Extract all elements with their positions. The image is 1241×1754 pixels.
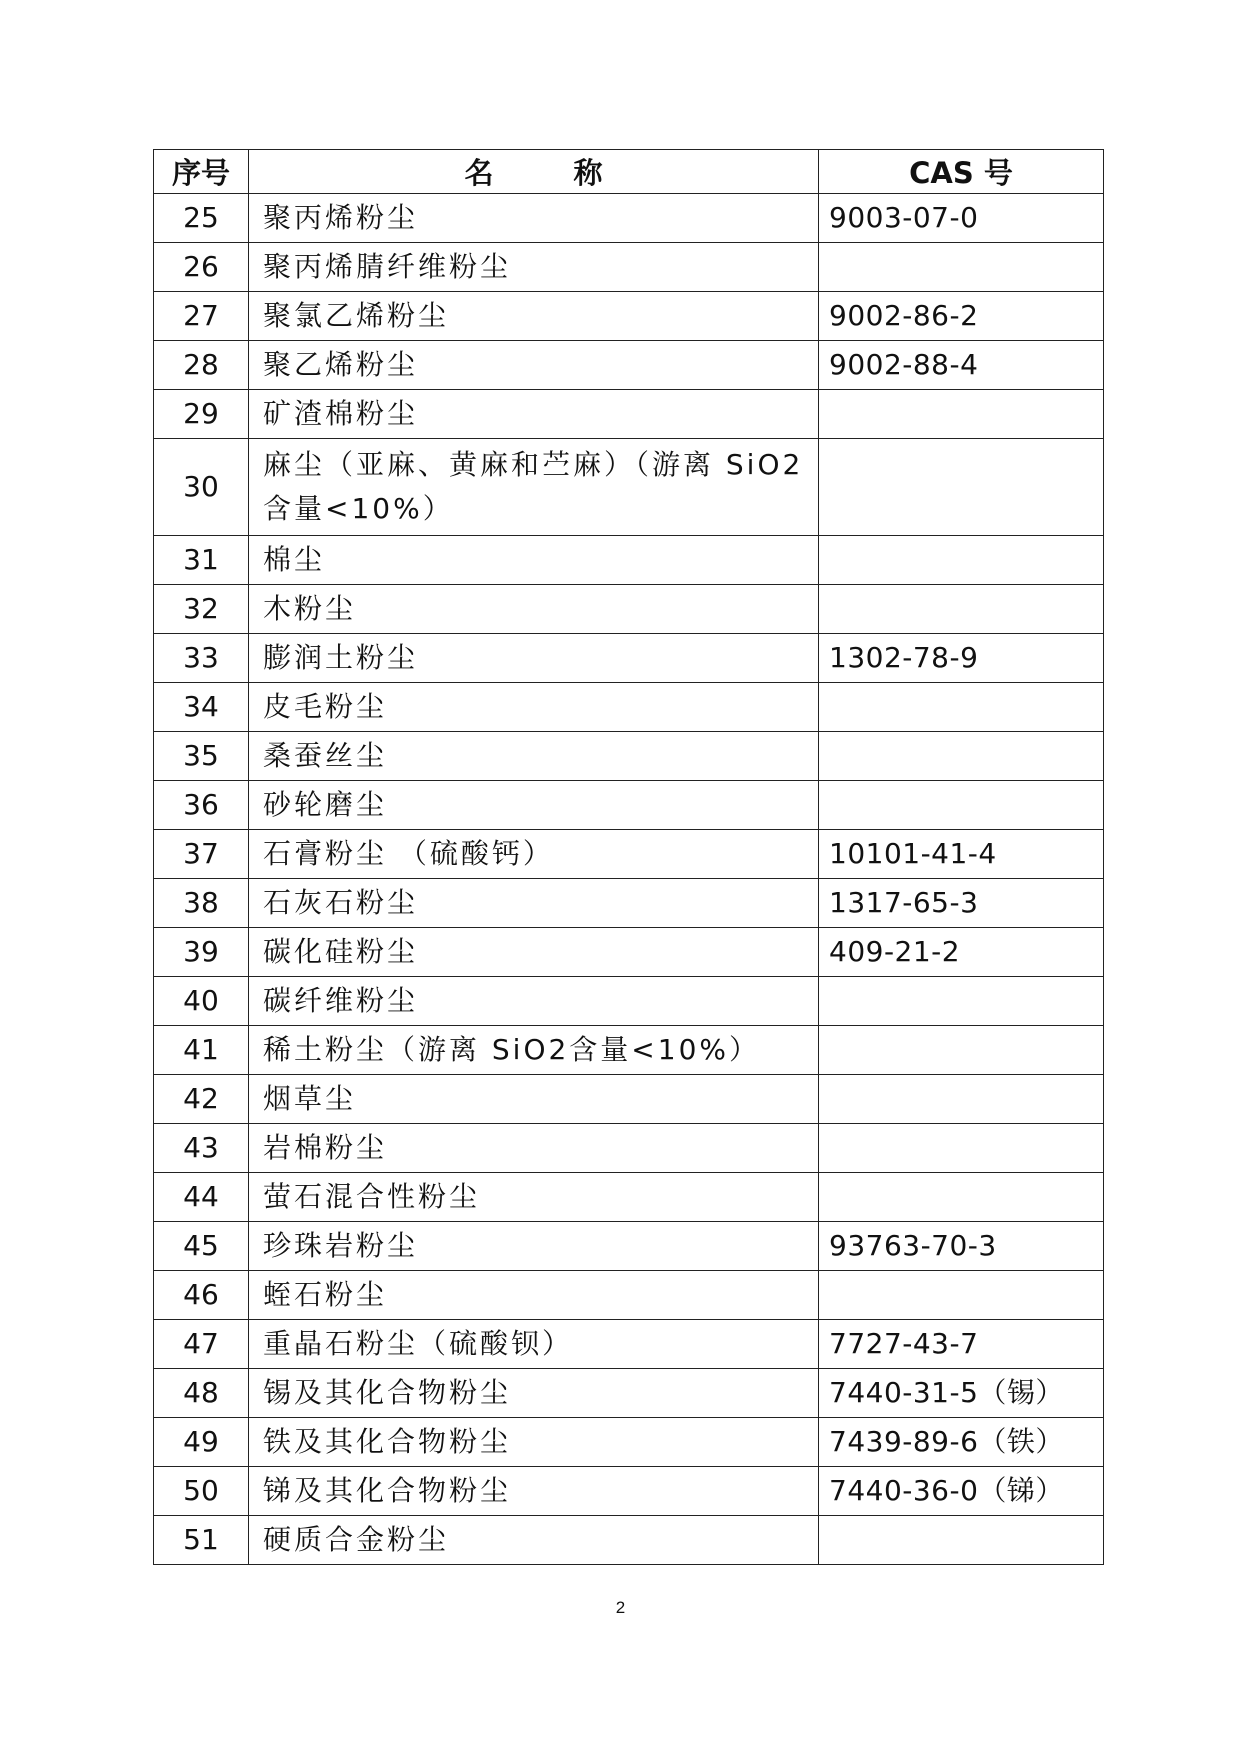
- row-serial-number: 40: [154, 977, 249, 1026]
- row-name: 珍珠岩粉尘: [249, 1222, 819, 1271]
- row-name: 矿渣棉粉尘: [249, 390, 819, 439]
- table-row: [154, 634, 1104, 683]
- table-row: [154, 977, 1104, 1026]
- dust-list-table: [153, 149, 1104, 1565]
- row-serial-number: 39: [154, 928, 249, 977]
- table-row: [154, 1173, 1104, 1222]
- row-name: 锡及其化合物粉尘: [249, 1369, 819, 1418]
- table-header-row: [154, 150, 1104, 194]
- row-serial-number: 30: [154, 439, 249, 536]
- table-row: [154, 1369, 1104, 1418]
- row-name: 聚氯乙烯粉尘: [249, 292, 819, 341]
- row-serial-number: 38: [154, 879, 249, 928]
- row-serial-number: 46: [154, 1271, 249, 1320]
- page-number: 2: [615, 1598, 626, 1617]
- table-row: [154, 781, 1104, 830]
- table-row: [154, 1516, 1104, 1565]
- row-name: 硬质合金粉尘: [249, 1516, 819, 1565]
- row-name: 聚乙烯粉尘: [249, 341, 819, 390]
- row-cas-number: 9002-88-4: [819, 341, 1104, 390]
- table-row: [154, 341, 1104, 390]
- row-serial-number: 28: [154, 341, 249, 390]
- row-name: 石灰石粉尘: [249, 879, 819, 928]
- row-name: 蛭石粉尘: [249, 1271, 819, 1320]
- table-row: [154, 1418, 1104, 1467]
- table-row: [154, 1467, 1104, 1516]
- row-serial-number: 29: [154, 390, 249, 439]
- row-serial-number: 32: [154, 585, 249, 634]
- table-row: [154, 536, 1104, 585]
- table-row: [154, 732, 1104, 781]
- row-name: 聚丙烯粉尘: [249, 194, 819, 243]
- row-cas-number: [819, 1124, 1104, 1173]
- row-cas-number: 93763-70-3: [819, 1222, 1104, 1271]
- header-cas-number: CAS 号: [819, 150, 1104, 194]
- row-cas-number: 9002-86-2: [819, 292, 1104, 341]
- row-cas-number: [819, 585, 1104, 634]
- row-cas-number: 10101-41-4: [819, 830, 1104, 879]
- table-row: [154, 1222, 1104, 1271]
- row-name: 麻尘（亚麻、黄麻和苎麻）（游离 SiO2 含量<10%）: [249, 439, 819, 536]
- row-serial-number: 26: [154, 243, 249, 292]
- table-row: [154, 390, 1104, 439]
- row-serial-number: 49: [154, 1418, 249, 1467]
- row-serial-number: 43: [154, 1124, 249, 1173]
- row-cas-number: 7440-31-5（锡）: [819, 1369, 1104, 1418]
- header-name-first-char: 名: [464, 156, 494, 190]
- row-serial-number: 27: [154, 292, 249, 341]
- row-name: 稀土粉尘（游离 SiO2含量<10%）: [249, 1026, 819, 1075]
- row-cas-number: 7440-36-0（锑）: [819, 1467, 1104, 1516]
- row-serial-number: 50: [154, 1467, 249, 1516]
- table-row: [154, 194, 1104, 243]
- row-cas-number: 7439-89-6（铁）: [819, 1418, 1104, 1467]
- table-row: [154, 879, 1104, 928]
- row-name: 碳化硅粉尘: [249, 928, 819, 977]
- table-row: [154, 292, 1104, 341]
- row-cas-number: [819, 683, 1104, 732]
- header-name: [249, 150, 819, 194]
- row-name: 膨润土粉尘: [249, 634, 819, 683]
- row-name: 岩棉粉尘: [249, 1124, 819, 1173]
- row-cas-number: [819, 536, 1104, 585]
- row-serial-number: 47: [154, 1320, 249, 1369]
- row-cas-number: [819, 1075, 1104, 1124]
- table-row: [154, 830, 1104, 879]
- row-serial-number: 45: [154, 1222, 249, 1271]
- table-row: [154, 928, 1104, 977]
- row-cas-number: [819, 1173, 1104, 1222]
- row-cas-number: [819, 1516, 1104, 1565]
- row-cas-number: 9003-07-0: [819, 194, 1104, 243]
- row-name: 聚丙烯腈纤维粉尘: [249, 243, 819, 292]
- header-serial-number: 序号: [154, 150, 249, 194]
- row-cas-number: [819, 732, 1104, 781]
- row-name: 重晶石粉尘（硫酸钡）: [249, 1320, 819, 1369]
- table-row: [154, 439, 1104, 536]
- row-cas-number: [819, 390, 1104, 439]
- row-name: 皮毛粉尘: [249, 683, 819, 732]
- row-serial-number: 48: [154, 1369, 249, 1418]
- row-cas-number: [819, 439, 1104, 536]
- row-name: 石膏粉尘 （硫酸钙）: [249, 830, 819, 879]
- row-serial-number: 37: [154, 830, 249, 879]
- row-cas-number: 409-21-2: [819, 928, 1104, 977]
- header-name-second-char: 称: [573, 156, 603, 190]
- row-serial-number: 31: [154, 536, 249, 585]
- table-row: [154, 683, 1104, 732]
- row-name: 铁及其化合物粉尘: [249, 1418, 819, 1467]
- row-serial-number: 34: [154, 683, 249, 732]
- table-body: [154, 194, 1104, 1565]
- row-cas-number: [819, 1271, 1104, 1320]
- row-name: 木粉尘: [249, 585, 819, 634]
- row-name: 桑蚕丝尘: [249, 732, 819, 781]
- row-serial-number: 41: [154, 1026, 249, 1075]
- row-cas-number: 1302-78-9: [819, 634, 1104, 683]
- table-row: [154, 1320, 1104, 1369]
- row-serial-number: 36: [154, 781, 249, 830]
- table-row: [154, 1271, 1104, 1320]
- table-row: [154, 1026, 1104, 1075]
- row-serial-number: 35: [154, 732, 249, 781]
- row-cas-number: 7727-43-7: [819, 1320, 1104, 1369]
- row-name: 萤石混合性粉尘: [249, 1173, 819, 1222]
- row-name: 烟草尘: [249, 1075, 819, 1124]
- row-serial-number: 44: [154, 1173, 249, 1222]
- table-row: [154, 585, 1104, 634]
- row-name: 锑及其化合物粉尘: [249, 1467, 819, 1516]
- row-serial-number: 25: [154, 194, 249, 243]
- row-name: 棉尘: [249, 536, 819, 585]
- row-serial-number: 33: [154, 634, 249, 683]
- row-cas-number: [819, 1026, 1104, 1075]
- row-name: 砂轮磨尘: [249, 781, 819, 830]
- row-cas-number: [819, 781, 1104, 830]
- row-cas-number: [819, 243, 1104, 292]
- table-row: [154, 1075, 1104, 1124]
- row-cas-number: 1317-65-3: [819, 879, 1104, 928]
- row-name: 碳纤维粉尘: [249, 977, 819, 1026]
- table-row: [154, 243, 1104, 292]
- row-cas-number: [819, 977, 1104, 1026]
- row-serial-number: 42: [154, 1075, 249, 1124]
- row-serial-number: 51: [154, 1516, 249, 1565]
- table-row: [154, 1124, 1104, 1173]
